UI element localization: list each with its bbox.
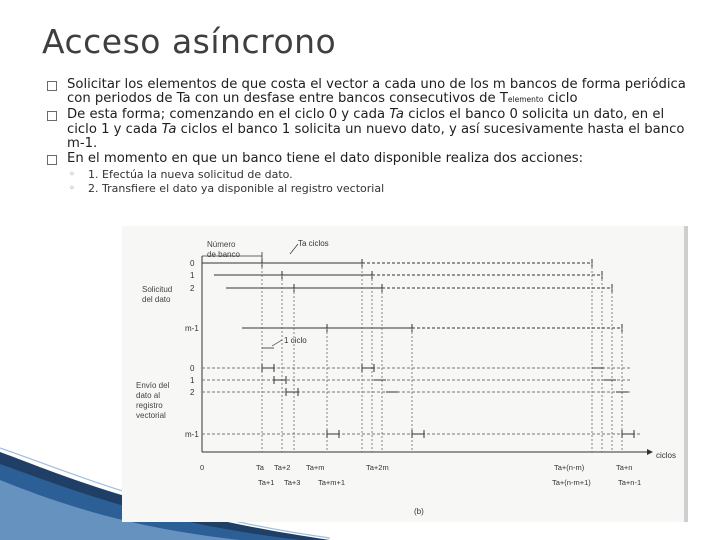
y-axis-title-line: de banco	[207, 250, 240, 259]
slide-title: Acceso asíncrono	[42, 22, 337, 61]
sub-bullet-item	[47, 168, 687, 182]
vertical-guides	[262, 263, 622, 452]
bullet-list	[47, 78, 687, 196]
timing-diagram-figure	[122, 226, 688, 522]
sub-bullet-text: 1. Efectúa la nueva solicitud de dato.	[88, 168, 293, 182]
figure-caption: (b)	[414, 507, 424, 516]
x-axis-label: ciclos	[656, 451, 677, 460]
transfer-rows	[202, 368, 642, 434]
bullet-text: ciclos el banco 0 solicita un dato, en el ciclo 1 y cada	[67, 107, 665, 137]
bullet-text: En el momento en que un banco tiene el dato disponible realiza dos acciones:	[67, 151, 584, 167]
bullet-text: ciclo	[543, 91, 578, 107]
x-tick-label: Ta+m	[306, 463, 325, 472]
checkbox-bullet-icon	[47, 81, 57, 91]
timing-diagram	[122, 226, 688, 522]
x-tick-label: Ta+2m	[366, 463, 389, 472]
ring-bullet-icon: ◦	[69, 169, 75, 181]
x-tick-label: Ta+1	[258, 478, 275, 487]
y-axis-title-line: Número	[207, 240, 236, 249]
x-tick-label: 0	[200, 463, 205, 472]
figure-edge	[684, 226, 688, 522]
bullet-italic: Ta	[389, 107, 405, 123]
group2-label-line: Envío del	[136, 381, 170, 390]
bank-label: 1	[190, 271, 195, 280]
bank-label: 1	[190, 376, 195, 385]
bullet-item	[47, 108, 687, 151]
checkbox-bullet-icon	[47, 155, 57, 165]
request-rows	[202, 263, 622, 328]
bank-label: 2	[190, 388, 195, 397]
ta-label: Ta ciclos	[298, 239, 329, 248]
request-ticks	[262, 259, 622, 332]
ring-bullet-icon: ◦	[69, 183, 75, 195]
sub-bullet-text: 2. Transfiere el dato ya disponible al registro vectorial	[88, 182, 385, 196]
group2-label-line: dato al	[136, 391, 161, 400]
group1-label-line: del dato	[142, 295, 171, 304]
bullet-subscript: elemento	[507, 95, 544, 105]
bullet-italic: Ta	[161, 121, 177, 137]
bank-label: m-1	[185, 430, 199, 439]
x-tick-label: Ta+n-1	[618, 478, 642, 487]
bullet-text: Solicitar los elementos de que costa el vector a cada uno de los m bancos de forma periódica con periodos de Ta con un desfase entre bancos consecutivos de T	[67, 77, 686, 107]
x-tick-label: Ta+3	[284, 478, 301, 487]
group2-label-line: registro	[136, 401, 163, 410]
group2-label-line: vectorial	[136, 411, 166, 420]
bullet-item	[47, 78, 687, 107]
sub-bullet-item	[47, 182, 687, 196]
bank-label: 0	[190, 259, 195, 268]
x-tick-label: Ta	[256, 463, 264, 472]
bank-label: 0	[190, 364, 195, 373]
ta-pointer	[290, 244, 298, 254]
x-tick-label: Ta+(n-m)	[554, 463, 585, 472]
transfer-ticks	[262, 364, 634, 438]
bank-label: 2	[190, 284, 195, 293]
sub-bullet-list	[47, 168, 687, 196]
x-tick-label: Ta+m+1	[318, 478, 346, 487]
group1-label-line: Solicitud	[142, 285, 173, 294]
x-tick-label: Ta+(n-m+1)	[552, 478, 591, 487]
x-tick-label: Ta+n	[616, 463, 633, 472]
bullet-item	[47, 152, 687, 166]
bullet-text: ciclos el banco 1 solicita un nuevo dato, y así sucesivamente hasta el banco m-1.	[67, 121, 685, 151]
x-tick-label: Ta+2	[274, 463, 291, 472]
one-cycle-pointer	[272, 340, 282, 346]
bullet-text: De esta forma; comenzando en el ciclo 0 y cada	[67, 107, 390, 123]
checkbox-bullet-icon	[47, 111, 57, 121]
bank-label: m-1	[185, 324, 199, 333]
one-cycle-label: 1 ciclo	[284, 336, 307, 345]
